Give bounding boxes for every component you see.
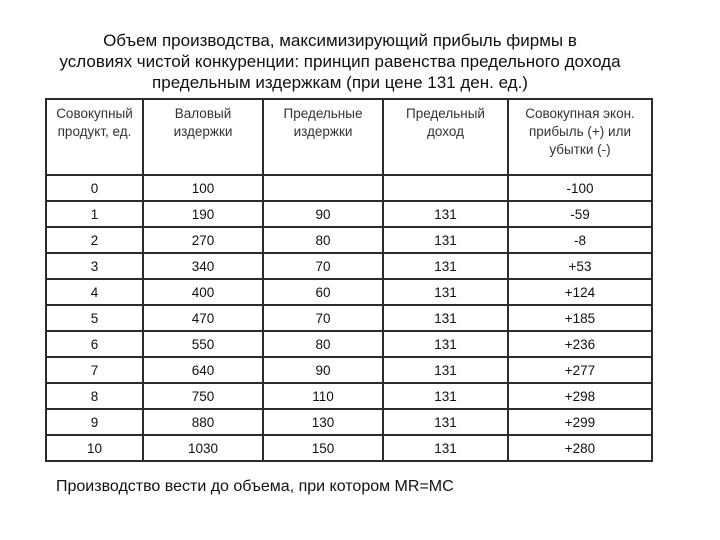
table-cell: 7 xyxy=(46,357,143,383)
table-row xyxy=(46,305,652,331)
table-cell: 131 xyxy=(383,435,508,461)
table-cell: 1030 xyxy=(143,435,263,461)
table-body xyxy=(46,175,652,461)
table-cell: +53 xyxy=(508,253,652,279)
table-cell: -8 xyxy=(508,227,652,253)
table-cell: 9 xyxy=(46,409,143,435)
table-cell: 550 xyxy=(143,331,263,357)
table-cell: +280 xyxy=(508,435,652,461)
table-cell: 131 xyxy=(383,305,508,331)
table-row xyxy=(46,409,652,435)
header-marginal-revenue xyxy=(383,99,508,175)
table-cell: 130 xyxy=(263,409,383,435)
table-cell xyxy=(383,175,508,201)
header-line: Совокупный xyxy=(56,106,133,121)
table-cell: 131 xyxy=(383,331,508,357)
table-cell: +299 xyxy=(508,409,652,435)
table-cell: 70 xyxy=(263,253,383,279)
page-title xyxy=(30,30,650,93)
header-marginal-cost xyxy=(263,99,383,175)
table-cell: 1 xyxy=(46,201,143,227)
title-line-1: Объем производства, максимизирующий прибыль фирмы в xyxy=(103,31,577,50)
header-economic-profit xyxy=(508,99,652,175)
table-cell: 470 xyxy=(143,305,263,331)
table-row xyxy=(46,331,652,357)
header-line: Совокупная экон. xyxy=(525,106,635,121)
table-cell: 131 xyxy=(383,279,508,305)
table-cell: 80 xyxy=(263,331,383,357)
profit-table xyxy=(45,98,653,462)
table-cell: 131 xyxy=(383,357,508,383)
title-line-2: условиях чистой конкуренции: принцип равенства предельного дохода xyxy=(59,52,621,71)
header-line: Предельный xyxy=(406,106,485,121)
table-cell: 70 xyxy=(263,305,383,331)
table-cell: +236 xyxy=(508,331,652,357)
table-cell: 6 xyxy=(46,331,143,357)
table-cell: 5 xyxy=(46,305,143,331)
table-cell: 131 xyxy=(383,253,508,279)
table-cell: 750 xyxy=(143,383,263,409)
header-line: доход xyxy=(427,124,464,139)
header-line: Валовый xyxy=(174,106,232,121)
table-cell: 190 xyxy=(143,201,263,227)
table-cell: 90 xyxy=(263,357,383,383)
table-row xyxy=(46,201,652,227)
header-line: Предельные xyxy=(283,106,363,121)
table-row xyxy=(46,383,652,409)
title-line-3: предельным издержкам (при цене 131 ден. ед.) xyxy=(152,73,528,92)
table-cell: 131 xyxy=(383,409,508,435)
table-cell: +277 xyxy=(508,357,652,383)
header-line: издержки xyxy=(173,124,233,139)
conclusion-text: Производство вести до объема, при котором MR=MC xyxy=(56,478,454,495)
table-cell: 270 xyxy=(143,227,263,253)
table-cell: 110 xyxy=(263,383,383,409)
table-cell: 2 xyxy=(46,227,143,253)
table-cell: -100 xyxy=(508,175,652,201)
table-row xyxy=(46,175,652,201)
table-cell: 90 xyxy=(263,201,383,227)
table-cell: 880 xyxy=(143,409,263,435)
table-cell: 340 xyxy=(143,253,263,279)
table-cell: 400 xyxy=(143,279,263,305)
table-cell: -59 xyxy=(508,201,652,227)
table-cell: 3 xyxy=(46,253,143,279)
header-line: продукт, ед. xyxy=(57,124,132,139)
table-cell: 60 xyxy=(263,279,383,305)
header-total-product xyxy=(46,99,143,175)
header-line: издержки xyxy=(293,124,353,139)
table-cell: +185 xyxy=(508,305,652,331)
table-cell: +124 xyxy=(508,279,652,305)
table-cell: 4 xyxy=(46,279,143,305)
table-row xyxy=(46,435,652,461)
table-cell: 131 xyxy=(383,201,508,227)
table-cell: +298 xyxy=(508,383,652,409)
table-row xyxy=(46,227,652,253)
table-cell xyxy=(263,175,383,201)
table-cell: 131 xyxy=(383,227,508,253)
table-row xyxy=(46,253,652,279)
table-cell: 150 xyxy=(263,435,383,461)
table-cell: 80 xyxy=(263,227,383,253)
header-line: прибыль (+) или xyxy=(528,124,632,139)
table-row xyxy=(46,357,652,383)
table-cell: 10 xyxy=(46,435,143,461)
table-cell: 8 xyxy=(46,383,143,409)
table-cell: 0 xyxy=(46,175,143,201)
table-header-row xyxy=(46,99,652,175)
header-line: убытки (-) xyxy=(549,142,611,157)
table-cell: 640 xyxy=(143,357,263,383)
table-cell: 131 xyxy=(383,383,508,409)
header-total-cost xyxy=(143,99,263,175)
table-cell: 100 xyxy=(143,175,263,201)
table-row xyxy=(46,279,652,305)
